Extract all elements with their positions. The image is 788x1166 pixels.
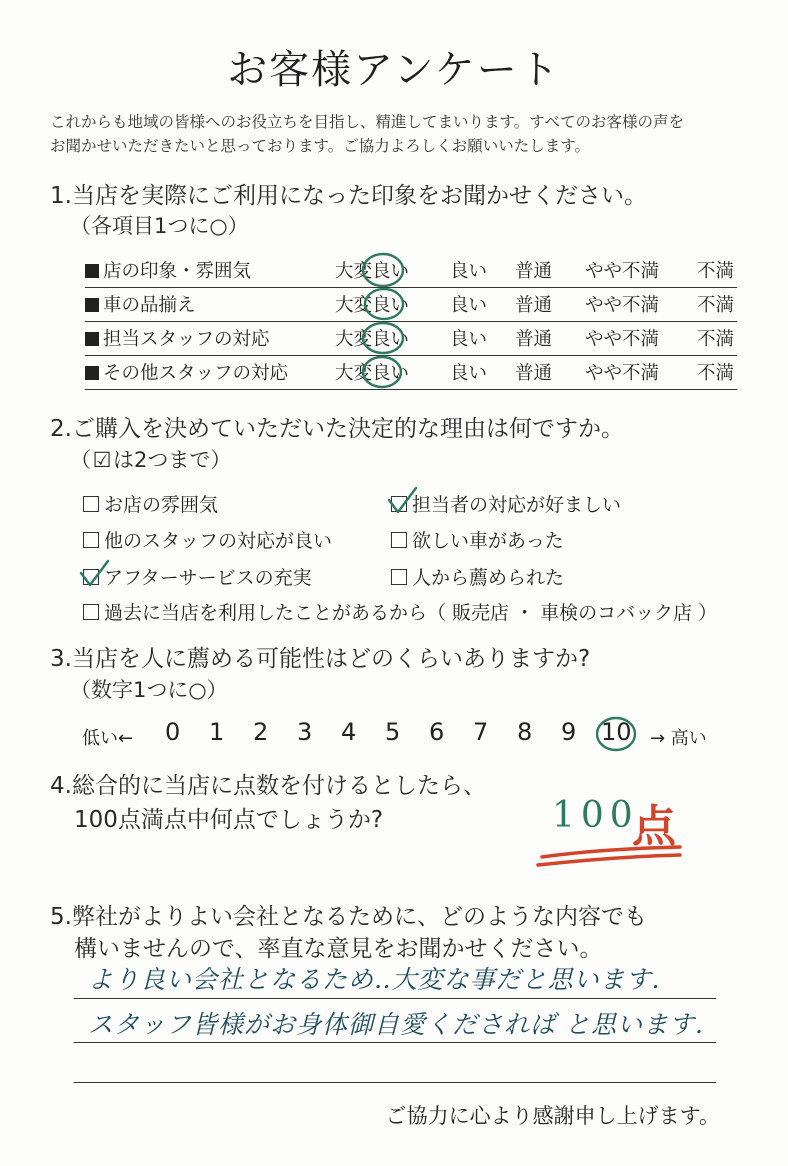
q1-option-bad[interactable]: 不満 [697,363,735,384]
q1-option-good[interactable]: 良い [450,329,488,350]
checkbox-icon[interactable] [83,496,99,512]
intro-line-1: これからも地域の皆様へのお役立ちを目指し、精進してまいります。すべてのお客様の声を [50,113,684,131]
q4-title: 4.総合的に当店に点数を付けるとしたら、 [50,773,486,799]
answer-rule [74,1042,716,1043]
q1-item-label: 店の印象・雰囲気 [85,257,251,283]
circle-mark-icon [363,254,403,286]
q3-number[interactable]: 3 [297,718,313,746]
q3-number[interactable]: 6 [429,718,445,746]
checkbox-icon[interactable] [83,604,99,620]
q1-option-normal[interactable]: 普通 [515,261,553,282]
q3-number[interactable]: 8 [517,718,533,746]
q1-note: （各項目1つに○） [70,214,249,238]
q1-title: 1.当店を実際にご利用になった印象をお聞かせください。 [50,183,647,209]
circle-mark-icon [363,357,401,387]
circle-mark-icon [365,289,403,319]
selection-circle-icon [594,714,640,754]
page-title: お客様アンケート [227,47,561,93]
q3-number[interactable]: 10 [601,718,632,746]
q1-option-bad[interactable]: 不満 [697,261,735,282]
q3-number[interactable]: 5 [385,718,401,746]
q4-answer-unit: 点 [632,801,676,852]
q2-choice[interactable]: アフターサービスの充実 [83,563,312,590]
q1-option-bad[interactable]: 不満 [697,295,735,316]
bullet-square-icon [85,298,99,312]
q3-note: （数字1つに○） [70,678,228,702]
q4-answer-score[interactable]: 100 [552,795,639,836]
q1-option-somewhat-bad[interactable]: やや不満 [585,329,660,350]
q3-number[interactable]: 0 [165,718,181,746]
q3-number[interactable]: 2 [253,718,269,746]
checkbox-icon[interactable] [391,569,407,585]
q1-option-normal[interactable]: 普通 [515,363,553,384]
answer-rule [74,998,716,999]
q1-option-very-good[interactable]: 大変良い [335,295,410,316]
q3-title: 3.当店を人に薦める可能性はどのくらいありますか? [50,646,591,672]
circle-mark-icon [363,323,403,353]
q4-title-2: 100点満点中何点でしょうか? [74,807,384,833]
q3-number[interactable]: 9 [561,718,577,746]
check-mark-icon [384,484,420,518]
q5-answer-line-2[interactable]: スタッフ皆様がお身体御自愛くだされば と思います. [88,1010,704,1039]
q3-number[interactable]: 4 [341,718,357,746]
bullet-square-icon [85,366,99,380]
q1-option-very-good[interactable]: 大変良い [335,261,410,282]
answer-rule [74,1082,716,1083]
q1-option-good[interactable]: 良い [450,261,488,282]
q1-item-label: 担当スタッフの対応 [85,325,270,351]
q1-option-somewhat-bad[interactable]: やや不満 [585,363,660,384]
q5-title: 5.弊社がよりよい会社となるために、どのような内容でも [50,904,647,930]
q1-item-label: その他スタッフの対応 [85,359,288,385]
q1-option-somewhat-bad[interactable]: やや不満 [585,261,660,282]
q1-option-very-good[interactable]: 大変良い [335,363,410,384]
thanks-message: ご協力に心より感謝申し上げます。 [385,1104,720,1128]
underline-scribble-icon [530,835,690,871]
bullet-square-icon [85,264,99,278]
q5-answer-line-1[interactable]: より良い会社となるため‥大変な事だと思います. [88,965,661,994]
q3-number[interactable]: 1 [209,718,225,746]
q3-number[interactable]: 7 [473,718,489,746]
check-mark-icon [76,557,112,591]
q2-choice[interactable]: 過去に当店を利用したことがあるから（ 販売店 ・ 車検のコバック店 ） [83,598,717,625]
q1-selection-circles [355,248,415,398]
q1-option-bad[interactable]: 不満 [697,329,735,350]
q1-option-somewhat-bad[interactable]: やや不満 [585,295,660,316]
q3-high-label: → 高い [650,728,707,749]
intro-line-2: お聞かせいただきたいと思っております。ご協力よろしくお願いいたします。 [50,137,591,155]
q2-choice[interactable]: お店の雰囲気 [83,490,218,517]
q1-option-very-good[interactable]: 大変良い [335,329,410,350]
bullet-square-icon [85,332,99,346]
checkbox-checked-icon: ☑ [92,448,112,472]
q5-title-2: 構いませんので、率直な意見をお聞かせください。 [74,936,603,962]
q1-option-normal[interactable]: 普通 [515,329,553,350]
q3-low-label: 低い← [82,728,134,749]
q2-title: 2.ご購入を決めていただいた決定的な理由は何ですか。 [50,416,624,442]
q2-choice[interactable]: 欲しい車があった [391,526,564,553]
q1-option-normal[interactable]: 普通 [515,295,553,316]
q2-choice[interactable]: 人から薦められた [391,563,564,590]
checkbox-icon[interactable] [391,532,407,548]
q2-choice[interactable]: 他のスタッフの対応が良い [83,526,332,553]
q1-item-label: 車の品揃え [85,291,196,317]
q2-choice[interactable]: 担当者の対応が好ましい [391,490,621,517]
q1-option-good[interactable]: 良い [450,295,488,316]
q1-option-good[interactable]: 良い [450,363,488,384]
checkbox-icon[interactable] [83,532,99,548]
q2-note: （☑は2つまで） [70,448,232,472]
